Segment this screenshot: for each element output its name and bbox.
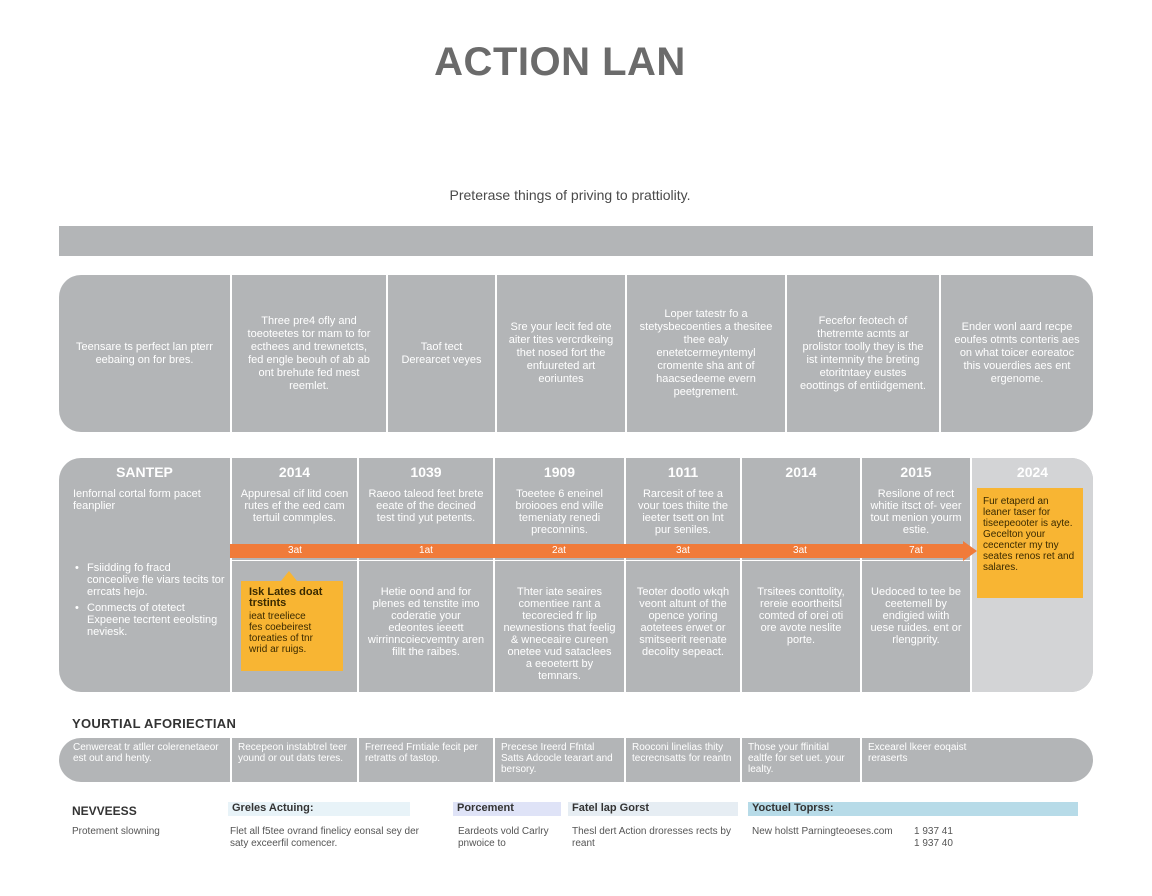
sticky-note — [241, 581, 343, 671]
divider — [970, 458, 972, 692]
milestone-detail: Thter iate seaires comentiee rant a tecorecied fr lip newnestions that feelig & wneceaire cureen onetee vud sataclees a eeoetertt by temnars. — [503, 586, 616, 682]
overview-cell: Sre your lecit fed ote aiter tites vercrdkeing thet nosed fort the enfuureted art eoriuntes — [508, 321, 614, 385]
phase-label: 1at — [419, 545, 433, 556]
milestone-text: Rarcesit of tee a vour toes thiite the ieeter tsett on lnt pur seniles. — [638, 488, 728, 536]
summary-cell: Recepeon instabtrel teer yound or out dats teres. — [238, 742, 347, 764]
phase-label: 3at — [793, 545, 807, 556]
timeline-left-subtitle: Ienfornal cortal form pacet feanplier — [73, 488, 201, 512]
legend-text: Eardeots vold Carlry pnwoice to — [458, 826, 549, 849]
legend-subtitle: Protement slowning — [72, 826, 160, 837]
timeline-panel — [59, 458, 1093, 692]
legend-number: 1 937 40 — [914, 838, 953, 849]
milestone-text: Raeoo taleod feet brete eeate of the decined test tind yut petents. — [368, 488, 484, 524]
milestone-text: Toeetee 6 eneinel broiooes end wille temeniaty renedi preconnins. — [515, 488, 604, 536]
timeline-left-list — [75, 562, 225, 638]
legend-text: Thesl dert Action droresses rects by reant — [572, 826, 731, 849]
legend-tag: Greles Actuing: — [228, 802, 410, 816]
legend-title: NEVVEESS — [72, 804, 137, 818]
highlight-note: Fur etaperd an leaner taser for tiseepeooter is ayte. Gecelton your cecencter my tny seates renos ret and salares. — [977, 488, 1083, 598]
summary-cell: Rooconi linelias thity tecrecnsatts for reantn — [632, 742, 732, 764]
phase-label: 2at — [552, 545, 566, 556]
milestone-detail: Uedoced to tee be ceetemell by endigied wiith uese ruides. ent or rlengprity. — [870, 586, 962, 646]
legend-number: 1 937 41 — [914, 826, 953, 837]
phase-label: 3at — [288, 545, 302, 556]
legend-tag: Porcement — [453, 802, 561, 816]
page-title: ACTION LAN — [434, 40, 686, 84]
year-label: 1011 — [667, 464, 699, 480]
year-label: 2015 — [900, 464, 932, 480]
summary-cell: Precese Ireerd Ffntal Satts Adcocle tearart and bersory. — [501, 742, 613, 775]
year-label: 2014 — [278, 464, 311, 480]
sticky-note-line: wrid ar ruigs. — [249, 644, 307, 655]
sticky-note-title: Isk Lates doat trstints — [249, 586, 323, 609]
year-label: 1909 — [543, 464, 576, 480]
legend-text: Flet all f5tee ovrand finelicy eonsal sey der saty exceerfil comencer. — [230, 826, 419, 849]
timeline-line — [230, 560, 970, 561]
legend-tag: Yoctuel Toprss: — [748, 802, 1078, 816]
summary-panel — [59, 738, 1093, 782]
list-item: • Conmects of otetect Expeene tecrtent eeolsting neviesk. — [75, 602, 225, 638]
overview-cell: Three pre4 ofly and toeoteetes tor mam to for ecthees and trewnetcts, fed engle beouh of ab ab ont brehute fed mest reemlet. — [247, 314, 371, 392]
section-title: YOURTIAL AFORIECTIAN — [72, 716, 237, 731]
phase-label: 3at — [676, 545, 690, 556]
timeline-left-header: SANTEP — [116, 464, 173, 480]
timeline-arrow — [230, 544, 963, 558]
overview-cell: Teensare ts perfect lan pterr eebaing on for bres. — [76, 340, 213, 366]
sticky-note-line: fes coebeirest — [249, 622, 312, 633]
overview-cell: Ender wonl aard recpe eoufes otmts conteris aes on what toicer eoreatoc this vouerdies aes ent ergenome. — [954, 321, 1080, 385]
sticky-note-line: ieat treeliece — [249, 611, 306, 622]
summary-cell: Cenwereat tr atller colerenetaeor est out and henty. — [73, 742, 219, 764]
divider — [740, 458, 742, 692]
page-subtitle: Preterase things of priving to prattiolity. — [449, 187, 691, 203]
summary-cell: Excearel lkeer eoqaist reraserts — [868, 742, 967, 764]
overview-cell: Fecefor feotech of thetremte acmts ar prolistor toolly they is the ist intemnity the breting etoritntaey eustes eoottings of entiidgement. — [800, 314, 926, 392]
year-label: 2024 — [1016, 464, 1049, 480]
milestone-detail: Trsitees conttolity, rereie eoortheitsl comted of orei oti ore avote neslite porte. — [757, 586, 845, 646]
summary-cell: Frerreed Frntiale fecit per retratts of tastop. — [365, 742, 478, 764]
sticky-note-line: toreaties of tnr — [249, 633, 313, 644]
milestone-detail: Teoter dootlo wkqh veont altunt of the opence yoring aotetees erwet or smitseerit reenate decolity sepeact. — [636, 586, 730, 658]
overview-cell: Taof tect Derearcet veyes — [401, 340, 482, 366]
overview-cell: Loper tatestr fo a stetysbecoenties a thesitee thee ealy enetetcermeyntemyl cromente sha ant of haacsedeeme evern peetgrement. — [639, 308, 773, 398]
legend-tag: Fatel lap Gorst — [568, 802, 738, 816]
arrow-head-icon — [963, 541, 977, 561]
milestone-text: Resilone of rect whitie itsct of- veer tout menion yourm estie. — [870, 488, 962, 536]
year-label: 2014 — [785, 464, 817, 480]
summary-cell: Those your ffinitial ealtfe for set uet. your lealty. — [748, 742, 845, 775]
divider-bar — [59, 226, 1093, 256]
legend-text: New holstt Parningteoeses.com — [752, 826, 893, 837]
overview-panel — [59, 275, 1093, 432]
milestone-text: Appuresal cif litd coen rutes ef the eed cam tertuil commples. — [240, 488, 349, 524]
year-label: 1039 — [410, 464, 442, 480]
phase-label: 7at — [909, 545, 923, 556]
milestone-detail: Hetie oond and for plenes ed tenstite imo coderatie your edeontes ieeett wirrinncoiecvemtry aren fillt the raibes. — [367, 586, 485, 658]
list-item: • Fsiidding fo fracd conceolive fle viars tecits tor errcats hejo. — [75, 562, 225, 598]
